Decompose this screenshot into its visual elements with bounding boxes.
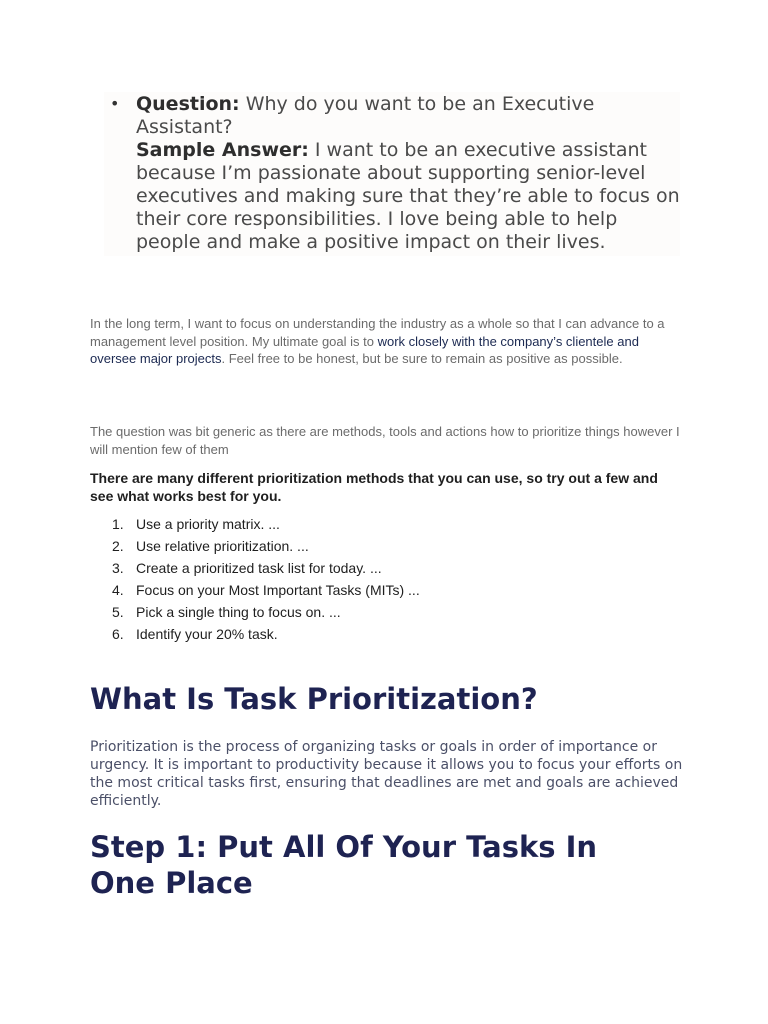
question-text: Why do you want to be an Executive Assistant? xyxy=(136,93,595,138)
methods-intro: There are many different prioritization methods that you can use, so try out a few and see what works best for you. xyxy=(90,470,658,504)
list-text: Pick a single thing to focus on. ... xyxy=(136,604,341,620)
list-number: 2. xyxy=(112,538,124,554)
list-item xyxy=(90,558,680,580)
list-text: Identify your 20% task. xyxy=(136,626,278,642)
list-item xyxy=(90,536,680,558)
list-text: Focus on your Most Important Tasks (MITs) ... xyxy=(136,582,420,598)
goal-link[interactable]: work closely with the company’s clientele and oversee major projects xyxy=(90,333,639,366)
heading-what-is-task-prioritization: What Is Task Prioritization? xyxy=(90,682,538,716)
bullet-icon: • xyxy=(110,94,120,113)
list-number: 1. xyxy=(112,516,124,532)
list-number: 3. xyxy=(112,560,124,576)
list-item xyxy=(90,624,680,646)
list-text: Use relative prioritization. ... xyxy=(136,538,309,554)
list-item xyxy=(90,602,680,624)
heading-step-1: Step 1: Put All Of Your Tasks In One Place xyxy=(90,830,598,900)
list-number: 6. xyxy=(112,626,124,642)
list-number: 5. xyxy=(112,604,124,620)
definition-paragraph: Prioritization is the process of organizing tasks or goals in order of importance or urgency. It is important to productivity because it allows you to focus your efforts on the most critical tasks first, ensuring that deadlines are met and goals are achieved efficiently. xyxy=(90,739,683,809)
question-answer-block xyxy=(104,92,680,256)
question-label: Question: xyxy=(136,93,240,115)
long-term-text-end: . Feel free to be honest, but be sure to remain as positive as possible. xyxy=(221,351,623,366)
generic-note-paragraph: The question was bit generic as there are methods, tools and actions how to prioritize things however I will mention few of them xyxy=(90,424,680,457)
long-term-paragraph xyxy=(90,315,680,368)
list-item xyxy=(90,514,680,536)
list-text: Create a prioritized task list for today. ... xyxy=(136,560,382,576)
list-item xyxy=(90,580,680,602)
methods-list xyxy=(90,514,680,646)
long-term-text: In the long term, I want to focus on understanding the industry as a whole so that I can advance to a management level position. My ultimate goal is to xyxy=(90,316,665,349)
list-number: 4. xyxy=(112,582,124,598)
list-text: Use a priority matrix. ... xyxy=(136,516,280,532)
answer-text: I want to be an executive assistant because I’m passionate about supporting senior-level executives and making sure that they’re able to focus on their core responsibilities. I love being able to help people and make a positive impact on their lives. xyxy=(136,139,680,253)
answer-label: Sample Answer: xyxy=(136,139,309,161)
